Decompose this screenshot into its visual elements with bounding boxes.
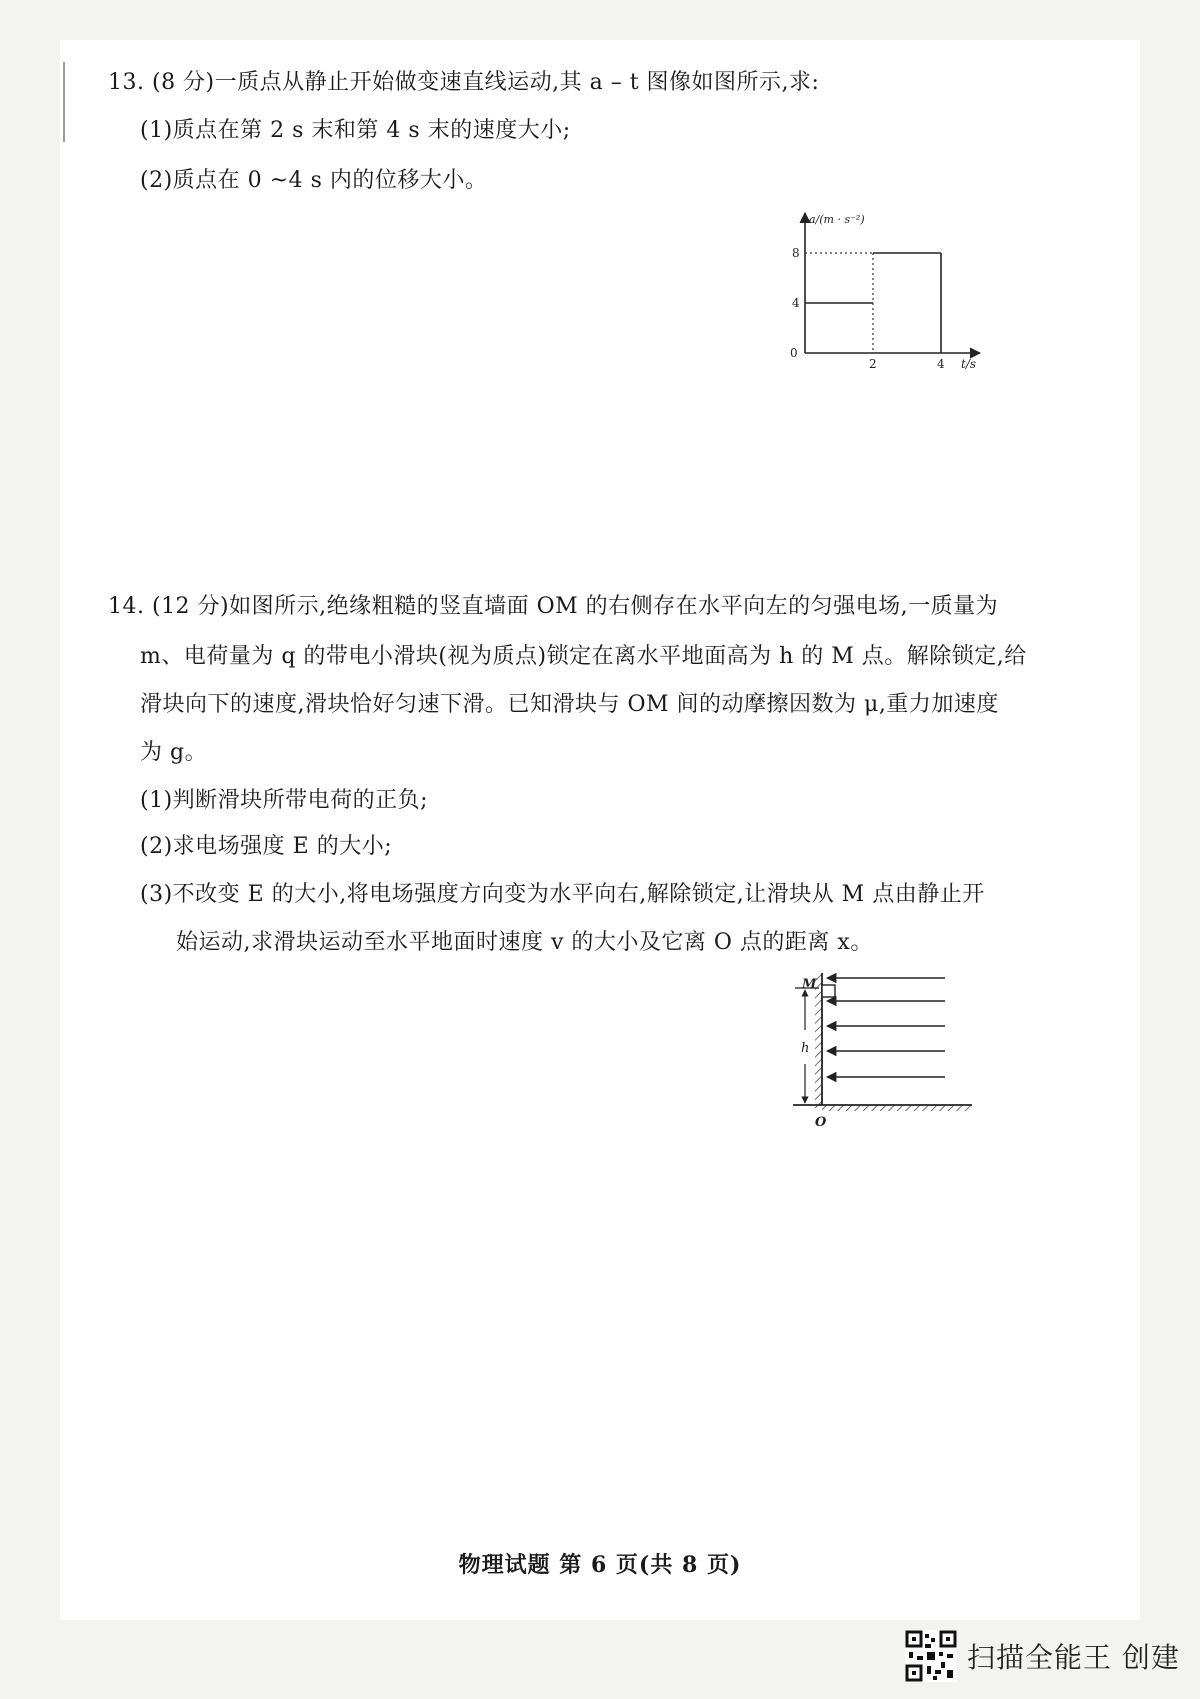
q14-line1: 14. (12 分)如图所示,绝缘粗糙的竖直墙面 OM 的右侧存在水平向左的匀强电场,一质量为 — [108, 594, 999, 619]
q13-sub2: (2)质点在 0 ~4 s 内的位移大小。 — [140, 168, 488, 193]
q14-line2: m、电荷量为 q 的带电小滑块(视为质点)锁定在离水平地面高为 h 的 M 点。解除锁定,给 — [140, 644, 1027, 669]
x-tick-2: 2 — [869, 357, 877, 371]
y-tick-0: 0 — [790, 346, 798, 360]
label-M: M — [802, 977, 817, 992]
wall-hatching — [815, 973, 822, 1108]
q14-sub2: (2)求电场强度 E 的大小; — [140, 834, 393, 859]
q13-stem: 13. (8 分)一质点从静止开始做变速直线运动,其 a – t 图像如图所示,求: — [108, 70, 820, 95]
ground-hatching — [822, 1105, 972, 1111]
scanner-watermark — [905, 1628, 1180, 1684]
margin-line — [63, 62, 65, 142]
y-tick-8: 8 — [792, 246, 800, 260]
y-tick-4: 4 — [792, 296, 800, 310]
label-h: h — [801, 1041, 810, 1056]
q14-sub3a: (3)不改变 E 的大小,将电场强度方向变为水平向右,解除锁定,让滑块从 M 点由静止开 — [140, 882, 985, 907]
slider-block — [822, 985, 835, 997]
x-axis-label: t/s — [961, 357, 977, 371]
watermark-text: 扫描全能王 创建 — [967, 1641, 1180, 1674]
page-footer: 物理试题 第 6 页(共 8 页) — [458, 1552, 742, 1578]
label-O: O — [815, 1115, 827, 1130]
acceleration-time-chart — [775, 205, 990, 380]
q14-line4: 为 g。 — [140, 740, 208, 765]
q14-sub1: (1)判断滑块所带电荷的正负; — [140, 788, 429, 813]
q14-sub3b: 始运动,求滑块运动至水平地面时速度 v 的大小及它离 O 点的距离 x。 — [176, 930, 873, 955]
wall-field-diagram — [785, 968, 995, 1133]
y-axis-label: a/(m · s⁻²) — [809, 213, 865, 226]
qr-code-icon — [905, 1630, 957, 1682]
x-tick-4: 4 — [937, 357, 945, 371]
q14-line3: 滑块向下的速度,滑块恰好匀速下滑。已知滑块与 OM 间的动摩擦因数为 μ,重力加速度 — [140, 692, 999, 717]
q13-sub1: (1)质点在第 2 s 末和第 4 s 末的速度大小; — [140, 118, 571, 143]
